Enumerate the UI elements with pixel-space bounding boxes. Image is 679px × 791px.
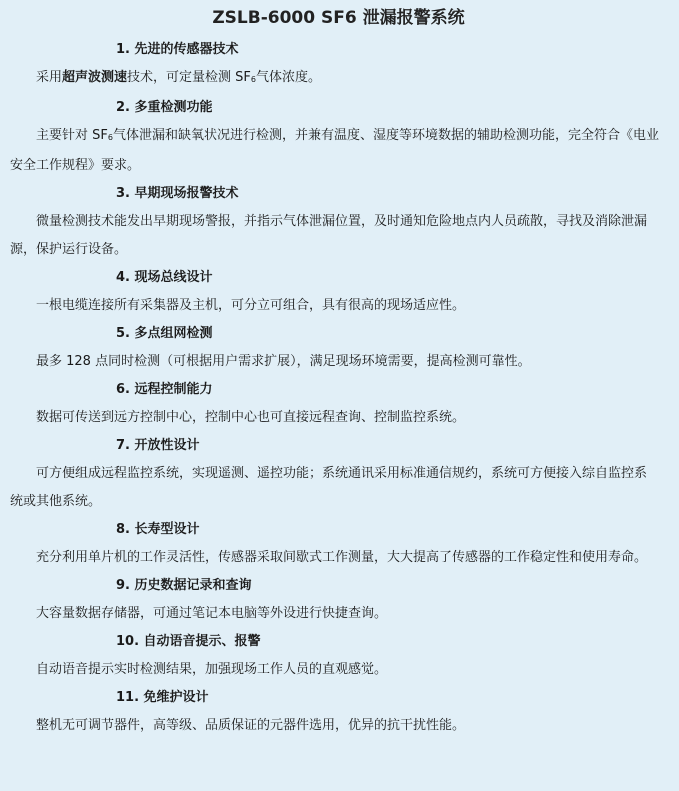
item-heading-9: 9. 历史数据记录和查询 xyxy=(116,578,252,593)
item-heading-8: 8. 长寿型设计 xyxy=(116,522,200,537)
item-body-1-pre: 采用 xyxy=(36,70,63,85)
item-heading-4: 4. 现场总线设计 xyxy=(116,270,213,285)
item-body-2-sub: 6 xyxy=(107,133,113,142)
item-body-5: 最多 128 点同时检测（可根据用户需求扩展），满足现场环境需要，提高检测可靠性。 xyxy=(36,354,531,369)
item-body-1 xyxy=(10,64,667,94)
item-body-9: 大容量数据存储器，可通过笔记本电脑等外设进行快捷查询。 xyxy=(36,606,388,621)
item-body-8: 充分利用单片机的工作灵活性，传感器采取间歇式工作测量，大大提高了传感器的工作稳定性和使用寿命。 xyxy=(36,550,648,565)
item-body-10: 自动语音提示实时检测结果，加强现场工作人员的直观感觉。 xyxy=(36,662,388,677)
item-body-1-post: 气体浓度。 xyxy=(256,70,322,85)
item-body-7: 可方便组成远程监控系统，实现遥测、遥控功能；系统通讯采用标准通信规约，系统可方便接入综自监控系统或其他系统。 xyxy=(10,466,648,509)
item-heading-11: 11. 免维护设计 xyxy=(116,690,209,705)
document-title: ZSLB-6000 SF6 泄漏报警系统 xyxy=(212,8,465,28)
item-body-2-pre: 主要针对 SF xyxy=(36,128,108,143)
item-heading-3: 3. 早期现场报警技术 xyxy=(116,186,239,201)
item-heading-6: 6. 远程控制能力 xyxy=(116,382,213,397)
item-body-1-sub: 6 xyxy=(250,75,256,84)
item-heading-7: 7. 开放性设计 xyxy=(116,438,200,453)
item-body-11: 整机无可调节器件，高等级、品质保证的元器件选用，优异的抗干扰性能。 xyxy=(36,718,466,733)
item-body-3: 微量检测技术能发出早期现场警报，并指示气体泄漏位置，及时通知危险地点内人员疏散，寻找及消除泄漏源，保护运行设备。 xyxy=(10,214,648,257)
item-body-1-mid: 技术，可定量检测 SF xyxy=(127,70,251,85)
item-body-6: 数据可传送到远方控制中心，控制中心也可直接远程查询、控制监控系统。 xyxy=(36,410,466,425)
item-body-1-bold: 超声波测速 xyxy=(62,70,128,85)
item-heading-10: 10. 自动语音提示、报警 xyxy=(116,634,261,649)
item-body-4: 一根电缆连接所有采集器及主机，可分立可组合，具有很高的现场适应性。 xyxy=(36,298,466,313)
item-heading-2: 2. 多重检测功能 xyxy=(116,100,213,115)
item-body-2 xyxy=(10,122,667,180)
item-heading-1: 1. 先进的传感器技术 xyxy=(116,42,239,57)
item-heading-5: 5. 多点组网检测 xyxy=(116,326,213,341)
item-body-2-post: 气体泄漏和缺氧状况进行检测，并兼有温度、湿度等环境数据的辅助检测功能，完全符合《电业安全工作规程》要求。 xyxy=(10,128,659,173)
